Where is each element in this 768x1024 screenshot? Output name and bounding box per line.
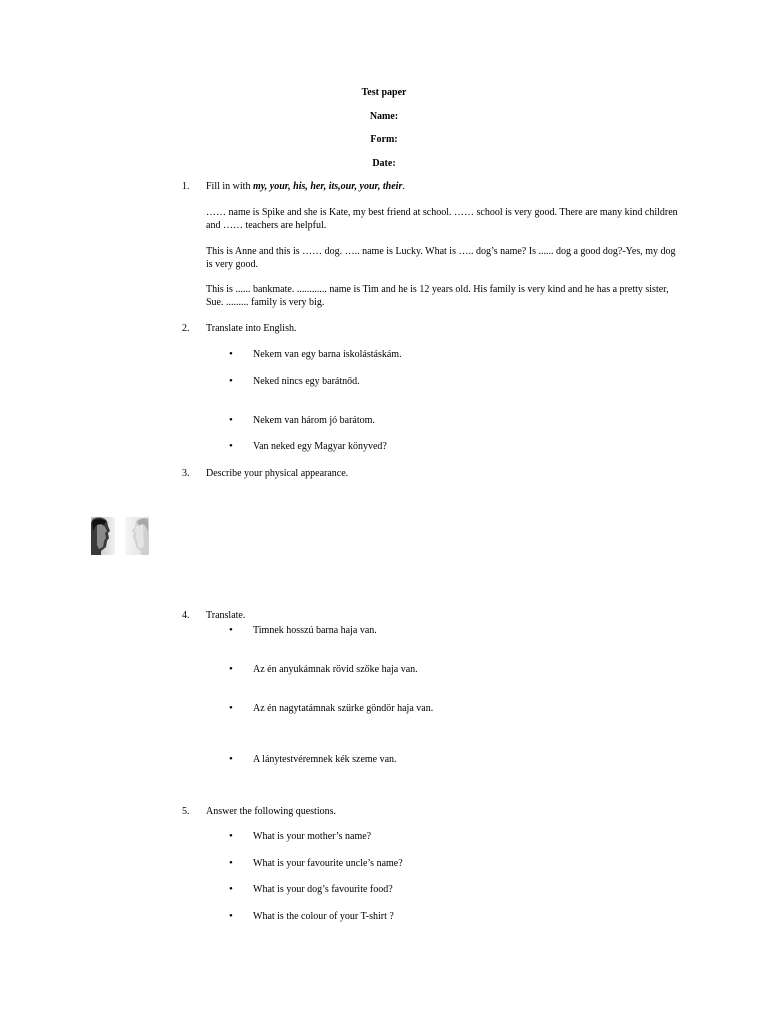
q4-item: A lánytestvéremnek kék szeme van. (253, 754, 397, 765)
bullet-icon: • (229, 624, 233, 636)
q2-item: Van neked egy Magyar könyved? (253, 441, 387, 452)
q5-item: What is your mother’s name? (253, 831, 372, 842)
q4-item: Timnek hosszú barna haja van. (253, 625, 377, 636)
bullet-icon: • (229, 830, 233, 842)
bullet-icon: • (229, 414, 233, 426)
form-label: Form: (370, 134, 398, 145)
q5-number: 5. (182, 806, 190, 817)
q5-item: What is your dog’s favourite food? (253, 884, 393, 895)
page-title: Test paper (361, 87, 407, 98)
q1-prompt-prefix: Fill in with (206, 181, 253, 192)
q2-item: Nekem van három jó barátom. (253, 415, 375, 426)
bullet-icon: • (229, 663, 233, 675)
q3-prompt: Describe your physical appearance. (206, 468, 349, 479)
bullet-icon: • (229, 440, 233, 452)
date-label: Date: (372, 158, 396, 169)
bullet-icon: • (229, 753, 233, 765)
q2-number: 2. (182, 323, 190, 334)
faces-photo (91, 517, 149, 555)
q4-item: Az én anyukámnak rövid szőke haja van. (253, 664, 418, 675)
bullet-icon: • (229, 702, 233, 714)
q1-prompt-words: my, your, his, her, its,our, your, their (252, 181, 403, 192)
q1-paragraph: This is ...... bankmate. ............ name is Tim and he is 12 years old. His family is very kind and he has a pretty sister, Sue. ......... family is very big. (206, 284, 669, 308)
q1-number: 1. (182, 181, 190, 192)
q5-prompt: Answer the following questions. (206, 806, 336, 817)
q5-item: What is the colour of your T-shirt ? (253, 911, 394, 922)
q4-number: 4. (182, 610, 190, 621)
q5-item: What is your favourite uncle’s name? (253, 858, 403, 869)
bullet-icon: • (229, 857, 233, 869)
q2-item: Neked nincs egy barátnőd. (253, 376, 360, 387)
q1-prompt (206, 180, 405, 193)
q1-paragraph: This is Anne and this is …… dog. ….. name is Lucky. What is ….. dog’s name? Is ...... dog a good dog?-Yes, my dog is very good. (206, 246, 676, 270)
q2-item: Nekem van egy barna iskolástáskám. (253, 349, 402, 360)
q1-paragraph: …… name is Spike and she is Kate, my best friend at school. …… school is very good. There are many kind children and …… teachers are helpful. (206, 207, 678, 231)
q4-prompt: Translate. (206, 610, 246, 621)
bullet-icon: • (229, 348, 233, 360)
bullet-icon: • (229, 375, 233, 387)
name-label: Name: (369, 111, 399, 122)
q4-item: Az én nagytatámnak szürke göndör haja van. (253, 703, 434, 714)
q3-number: 3. (182, 468, 190, 479)
bullet-icon: • (229, 883, 233, 895)
q1-prompt-suffix: . (402, 181, 405, 192)
faces-illustration (91, 517, 149, 555)
bullet-icon: • (229, 910, 233, 922)
q2-prompt: Translate into English. (206, 323, 297, 334)
